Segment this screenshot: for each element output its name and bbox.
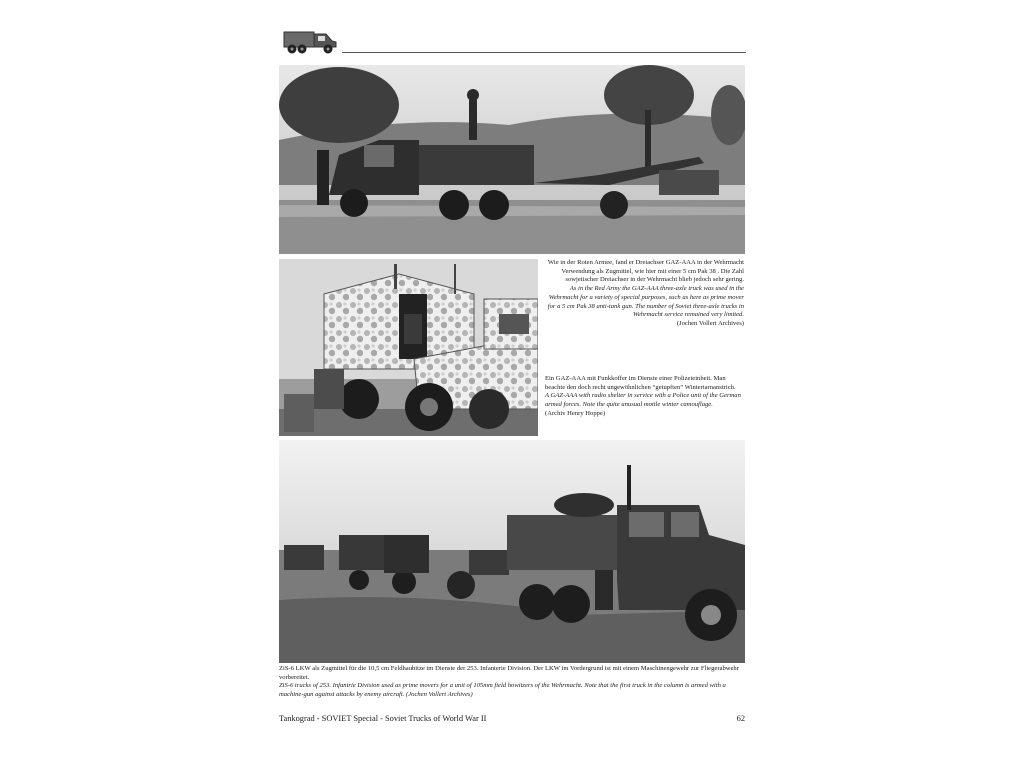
caption-german-text: Wie in der Roten Armee, fand er Dreiachser GAZ-AAA in der Wehrmacht Verwendung als Zugmittel, wie hier mit einer 5 cm Pak 38 . Die Zahl sowjetischer Dreiachser in der Wehrmacht blieb jedoch sehr gering. bbox=[547, 259, 744, 284]
gaz-aaa-towing-pak38-photo bbox=[279, 65, 745, 254]
caption-gaz-aaa-pak38 bbox=[544, 259, 744, 329]
caption-german-text: Ein GAZ-AAA mit Funkkoffer im Dienste einer Polizeieinheit. Man beachte den doch recht ungewöhnlichen “getupften” Wintertarnanstrich. bbox=[545, 375, 736, 391]
caption-english-text: A GAZ-AAA with radio shelter in service with a Police unit of the German armed forces. Note the quite unusual mottle winter camouflage. bbox=[545, 392, 741, 409]
caption-gaz-aaa-radio-shelter bbox=[545, 375, 745, 419]
book-page bbox=[272, 12, 752, 756]
header-rule bbox=[342, 52, 746, 53]
caption-english-text: ZiS-6 trucks of 253. Infantrie Division used as prime movers for a unit of 105mm field howitzers of the Wehrmacht. Note that the first truck in the column is armed with a machine-gun against attacks by enemy aircraft. (Jochen Vollert Archives) bbox=[279, 682, 726, 699]
page-number: 62 bbox=[736, 714, 745, 723]
caption-credit: (Archiv Henry Hoppe) bbox=[545, 409, 606, 417]
zis6-trucks-towing-howitzers-photo bbox=[279, 440, 745, 663]
caption-english-text: As in the Red Army the GAZ-AAA three-axle truck was used in the Wehrmacht for a variety of special purposes, such as here as prime mover for a 5 cm Pak 38 anti-tank gun. The number of Soviet three-axle trucks in Wehrmacht service remained very limited. bbox=[547, 285, 744, 319]
caption-zis6-trucks bbox=[279, 665, 745, 700]
caption-credit: (Jochen Vollert Archives) bbox=[676, 319, 744, 327]
gaz-aaa-radio-shelter-photo bbox=[279, 259, 538, 436]
truck-icon bbox=[280, 20, 342, 60]
caption-german-text: ZiS-6 LKW als Zugmittel für die 10,5 cm Feldhaubitze im Dienste der 253. Infanterie Division. Der LKW im Vordergrund ist mit einem Maschinengewehr zur Fliegerabwehr vorbereitet. bbox=[279, 665, 739, 681]
footer-title: Tankograd - SOVIET Special - Soviet Trucks of World War II bbox=[279, 714, 487, 723]
